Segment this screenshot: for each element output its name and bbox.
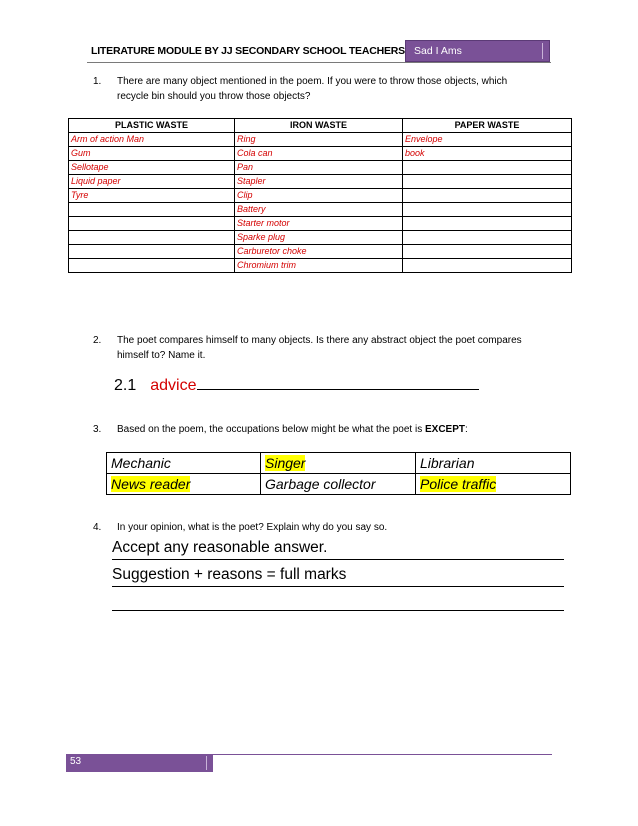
answer-2-1 [114,377,479,395]
answer-2-1-underline [197,377,479,390]
page-number: 53 [70,756,82,767]
plastic-cell [69,203,235,217]
answer-4-line-1: Accept any reasonable answer. [112,539,564,560]
option-police-traffic [416,474,571,495]
option-news-reader-text: News reader [111,476,191,492]
header-author-box [405,40,550,62]
table-row [69,175,572,189]
iron-cell: Clip [235,189,403,203]
question-3-bold: EXCEPT [424,424,465,435]
iron-cell: Chromium trim [235,259,403,273]
page-header [87,40,551,63]
question-4-text: In your opinion, what is the poet? Explain why do you say so. [117,522,388,533]
occupations-row [107,474,571,495]
iron-cell: Ring [235,133,403,147]
header-box-divider [542,43,543,59]
plastic-cell: Tyre [69,189,235,203]
waste-table-header-row [69,119,572,133]
table-row [69,203,572,217]
paper-cell [403,203,572,217]
iron-cell: Stapler [235,175,403,189]
footer-divider [206,756,207,770]
table-row [69,259,572,273]
paper-cell [403,189,572,203]
plastic-cell [69,217,235,231]
iron-cell: Pan [235,161,403,175]
answer-2-1-text: advice [150,377,197,394]
table-row [69,231,572,245]
paper-cell [403,259,572,273]
plastic-cell: Arm of action Man [69,133,235,147]
option-garbage-collector: Garbage collector [261,474,416,495]
table-row [69,133,572,147]
question-1-line-2: recycle bin should you throw those objects? [117,91,311,102]
table-row [69,189,572,203]
header-paper-waste: PAPER WASTE [403,119,572,133]
option-news-reader [107,474,261,495]
option-singer [261,453,416,474]
question-1-number: 1. [93,76,102,87]
question-3-number: 3. [93,424,102,435]
iron-cell: Carburetor choke [235,245,403,259]
iron-cell: Cola can [235,147,403,161]
footer-page-box [66,754,213,772]
option-librarian: Librarian [416,453,571,474]
question-4-number: 4. [93,522,102,533]
option-police-traffic-text: Police traffic [420,476,497,492]
plastic-cell: Gum [69,147,235,161]
option-mechanic: Mechanic [107,453,261,474]
occupations-table [106,452,571,495]
plastic-cell: Sellotape [69,161,235,175]
table-row [69,147,572,161]
paper-cell [403,161,572,175]
iron-cell: Starter motor [235,217,403,231]
header-title: LITERATURE MODULE BY JJ SECONDARY SCHOOL TEACHERS [91,45,410,57]
paper-cell [403,217,572,231]
iron-cell: Sparke plug [235,231,403,245]
answer-2-1-number: 2.1 [114,377,137,394]
plastic-cell [69,245,235,259]
paper-cell [403,231,572,245]
paper-cell: Envelope [403,133,572,147]
iron-cell: Battery [235,203,403,217]
table-row [69,245,572,259]
question-1-line-1: There are many object mentioned in the poem. If you were to throw those objects, which [117,76,508,87]
header-iron-waste: IRON WASTE [235,119,403,133]
question-2-line-2: himself to? Name it. [117,350,206,361]
answer-4-line-2: Suggestion + reasons = full marks [112,566,564,587]
table-row [69,217,572,231]
header-author: Sad I Ams [414,45,462,57]
table-row [69,161,572,175]
plastic-cell: Liquid paper [69,175,235,189]
question-2-line-1: The poet compares himself to many objects. Is there any abstract object the poet compares [117,335,522,346]
plastic-cell [69,231,235,245]
question-3-text: Based on the poem, the occupations below might be what the poet is EXCEPT: [117,424,468,435]
paper-cell [403,175,572,189]
question-2-number: 2. [93,335,102,346]
header-plastic-waste: PLASTIC WASTE [69,119,235,133]
occupations-row [107,453,571,474]
paper-cell: book [403,147,572,161]
plastic-cell [69,259,235,273]
waste-table [68,118,572,273]
option-singer-text: Singer [265,455,306,471]
paper-cell [403,245,572,259]
answer-4-line-3-blank [112,592,564,611]
